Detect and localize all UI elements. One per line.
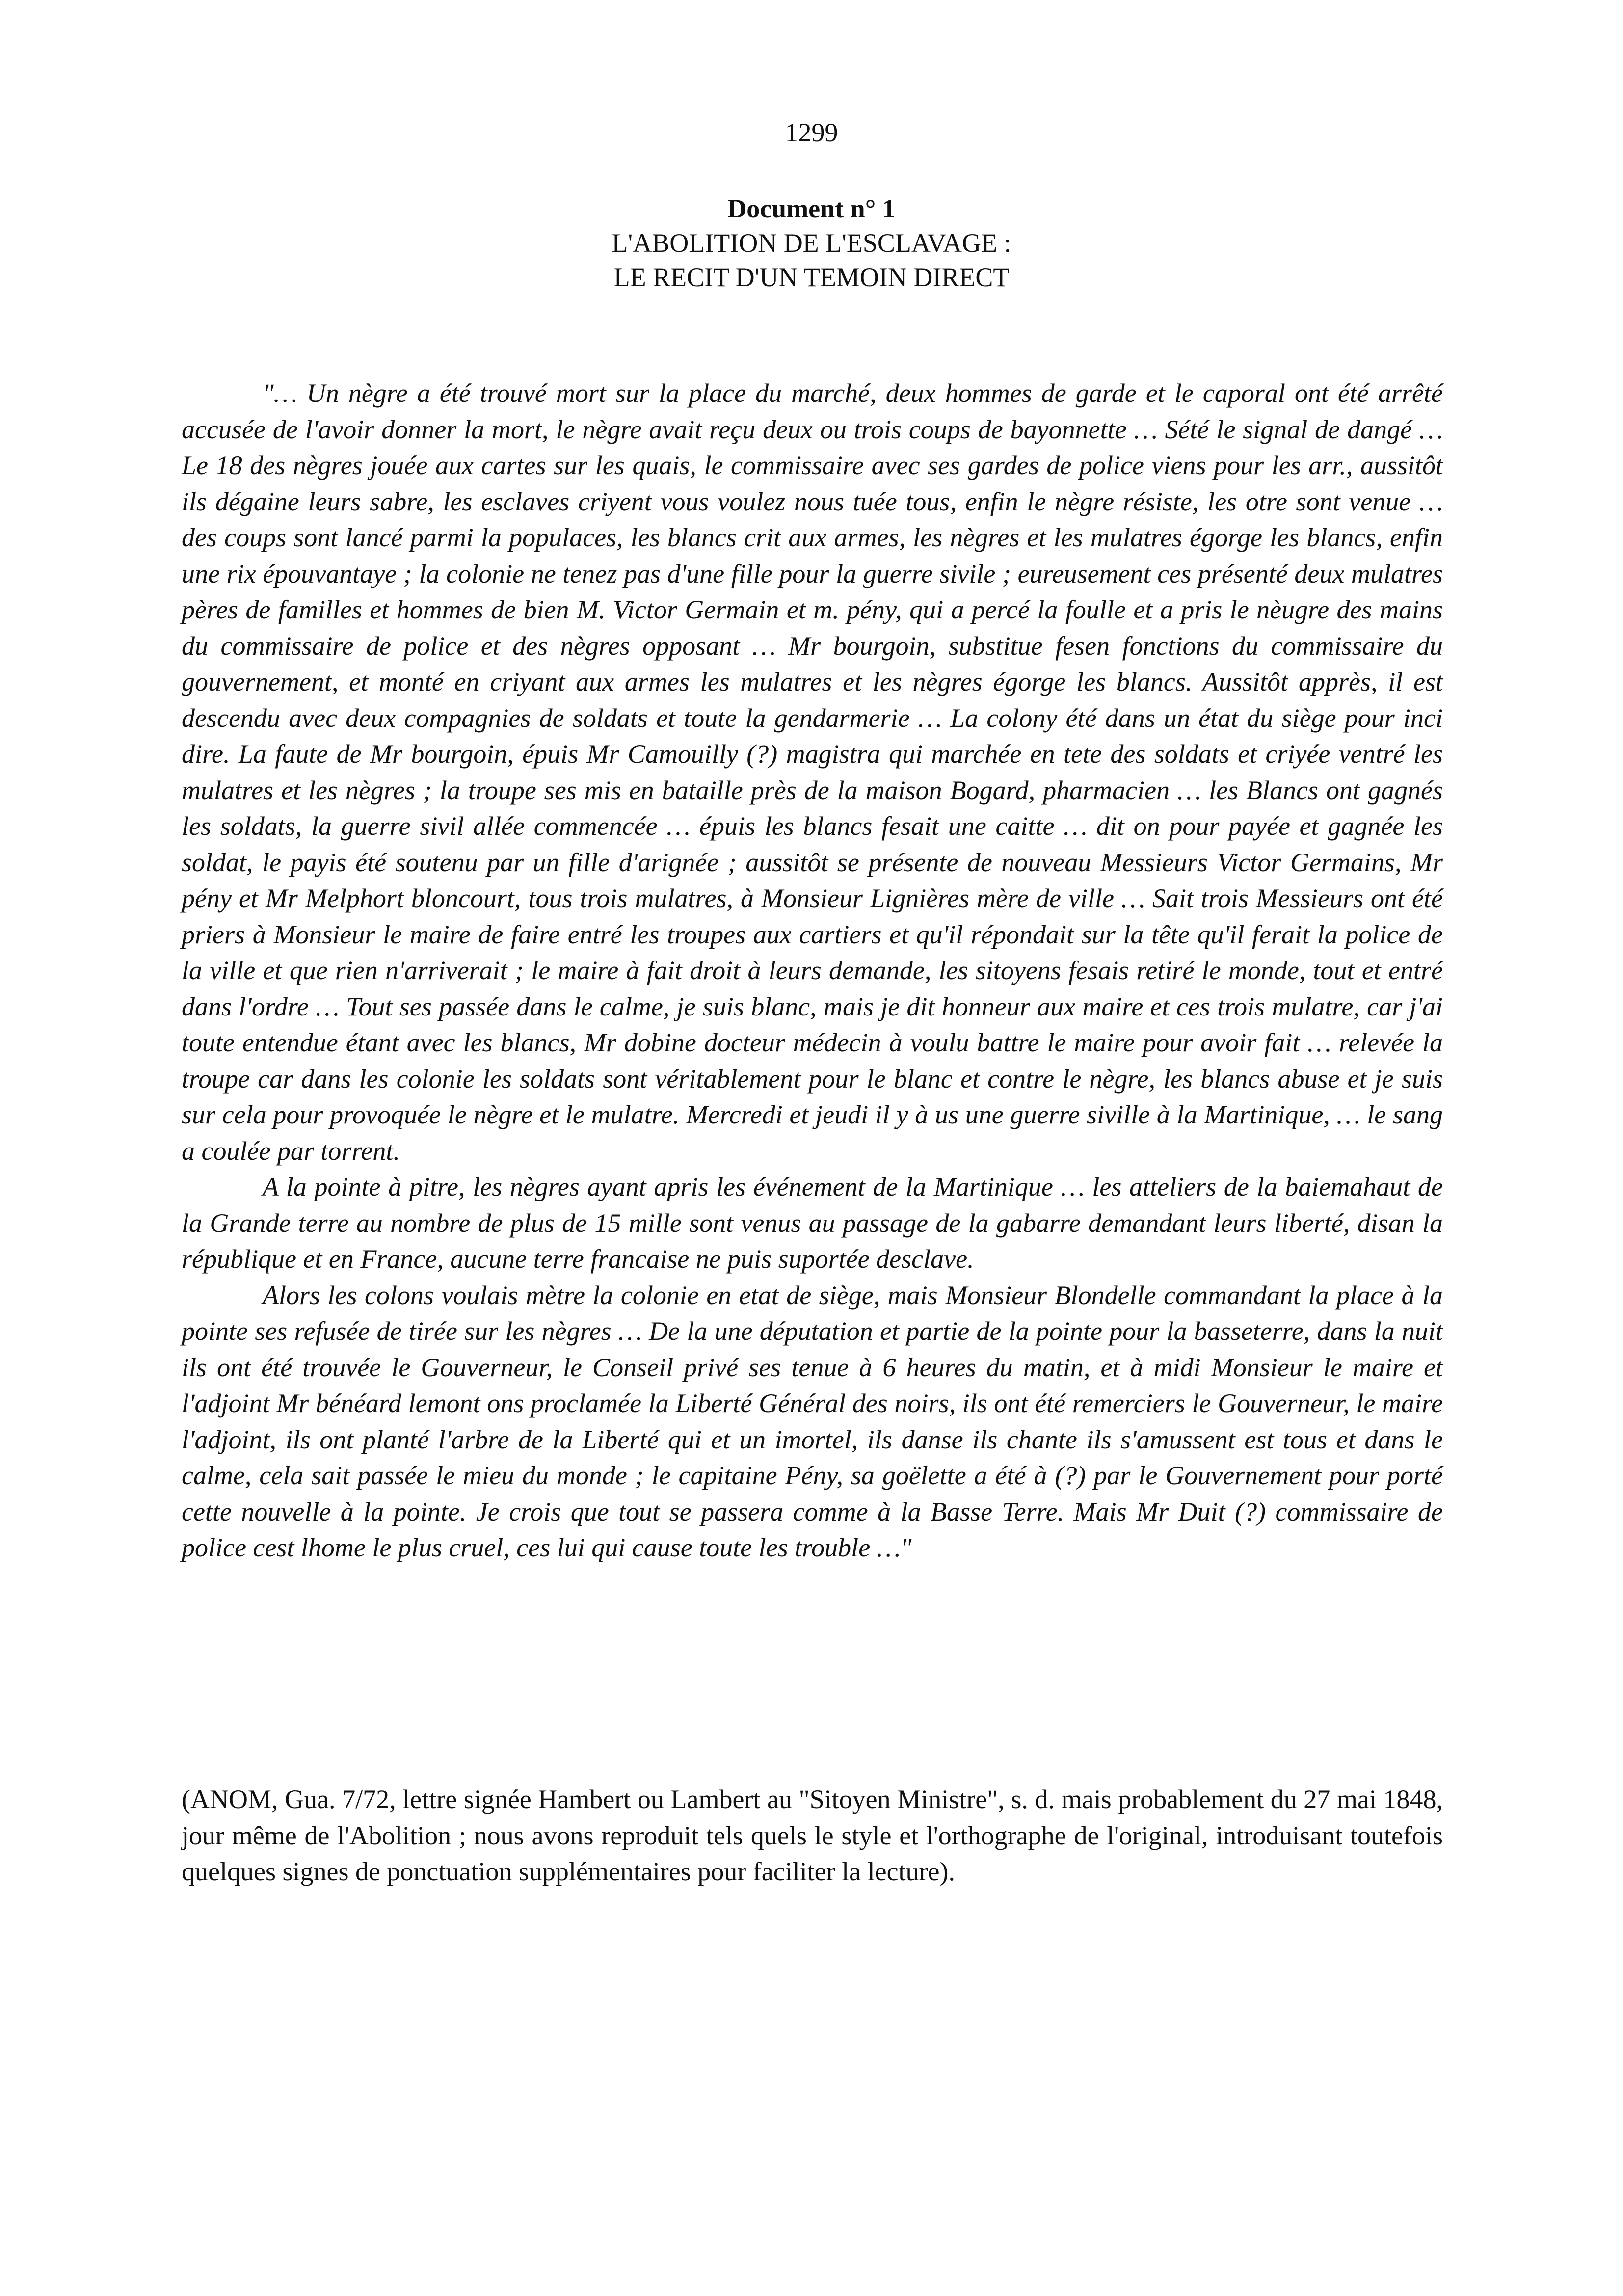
- letter-paragraph-1: "… Un nègre a été trouvé mort sur la place du marché, deux hommes de garde et le caporal ont été arrêté accusée de l'avoir donner la mort, le nègre avait reçu deux ou trois coups de bayonnette … Sété le signal de dangé … Le 18 des nègres jouée aux cartes sur les quais, le commissaire avec ses gardes de police viens pour les arr., aussitôt ils dégaine leurs sabre, les esclaves criyent vous voulez nous tuée tous, enfin le nègre résiste, les otre sont venue … des coups sont lancé parmi la populaces, les blancs crit aux armes, les nègres et les mulatres égorge les blancs, enfin une rix épouvantaye ; la colonie ne tenez pas d'une fille pour la guerre sivile ; eureusement ces présenté deux mulatres pères de familles et hommes de bien M. Victor Germain et m. pény, qui a percé la foulle et a pris le nèugre des mains du commissaire de police et des nègres opposant … Mr bourgoin, substitue fesen fonctions du commissaire du gouvernement, et monté en criyant aux armes les mulatres et les nègres égorge les blancs. Aussitôt apprès, il est descendu avec deux compagnies de soldats et toute la gendarmerie … La colony été dans un état du siège pour inci dire. La faute de Mr bourgoin, épuis Mr Camouilly (?) magistra qui marchée en tete des soldats et criyée ventré les mulatres et les nègres ; la troupe ses mis en bataille près de la maison Bogard, pharmacien … les Blancs ont gagnés les soldats, la guerre sivil allée commencée … épuis les blancs fesait une caitte … dit on pour payée et gagnée les soldat, le payis été soutenu par un fille d'arignée ; aussitôt se présente de nouveau Messieurs Victor Germains, Mr pény et Mr Melphort bloncourt, tous trois mulatres, à Monsieur Lignières mère de ville … Sait trois Messieurs ont été priers à Monsieur le maire de faire entré les troupes aux cartiers et qu'il répondait sur la tête qu'il ferait la police de la ville et que rien n'arriverait ; le maire à fait droit à leurs demande, les sitoyens fesais retiré le monde, tout et entré dans l'ordre … Tout ses passée dans le calme, je suis blanc, mais je dit honneur aux maire et ces trois mulatre, car j'ai toute entendue étant avec les blancs, Mr dobine docteur médecin à voulu battre le maire pour avoir fait … relevée la troupe car dans les colonie les soldats sont véritablement pour le blanc et contre le nègre, les blancs abuse et je suis sur cela pour provoquée le nègre et le mulatre. Mercredi et jeudi il y à us une guerre siville à la Martinique, … le sang a coulée par torrent.: [182, 378, 1443, 1166]
- document-title-line-2: LE RECIT D'UN TEMOIN DIRECT: [613, 263, 1010, 292]
- letter-paragraph-3: Alors les colons voulais mètre la colonie en etat de siège, mais Monsieur Blondelle commandant la place à la pointe ses refusée de tirée sur les nègres … De la une députation et partie de la pointe pour la basseterre, dans la nuit ils ont été trouvée le Gouverneur, le Conseil privé ses tenue à 6 heures du matin, et à midi Monsieur le maire et l'adjoint Mr bénéard lemont ons proclamée la Liberté Général des noirs, ils ont été remerciers le Gouverneur, le maire l'adjoint, ils ont planté l'arbre de la Liberté qui et un imortel, ils danse ils chante ils s'amussent est tous et dans le calme, cela sait passée le mieu du monde ; le capitaine Pény, sa goëlette a été à (?) par le Gouvernement pour porté cette nouvelle à la pointe. Je crois que tout se passera comme à la Basse Terre. Mais Mr Duit (?) commissaire de police cest lhome le plus cruel, ces lui qui cause toute les trouble …": [182, 1280, 1443, 1562]
- page-number: 1299: [785, 118, 838, 147]
- source-citation: [182, 1782, 1443, 1890]
- document-label: Document n° 1: [727, 194, 896, 223]
- letter-paragraph-2: A la pointe à pitre, les nègres ayant apris les événement de la Martinique … les atteliers de la baiemahaut de la Grande terre au nombre de plus de 15 mille sont venus au passage de la gabarre demandant leurs liberté, disan la république et en France, aucune terre francaise ne puis suportée desclave.: [182, 1172, 1443, 1274]
- letter-transcription: [182, 375, 1443, 1566]
- document-heading: [0, 191, 1623, 294]
- document-title-line-1: L'ABOLITION DE L'ESCLAVAGE :: [612, 228, 1011, 258]
- source-note: (ANOM, Gua. 7/72, lettre signée Hambert ou Lambert au "Sitoyen Ministre", s. d. mais probablement du 27 mai 1848, jour même de l'Abolition ; nous avons reproduit tels quels le style et l'orthographe de l'original, introduisant toutefois quelques signes de ponctuation supplémentaires pour faciliter la lecture).: [182, 1785, 1443, 1886]
